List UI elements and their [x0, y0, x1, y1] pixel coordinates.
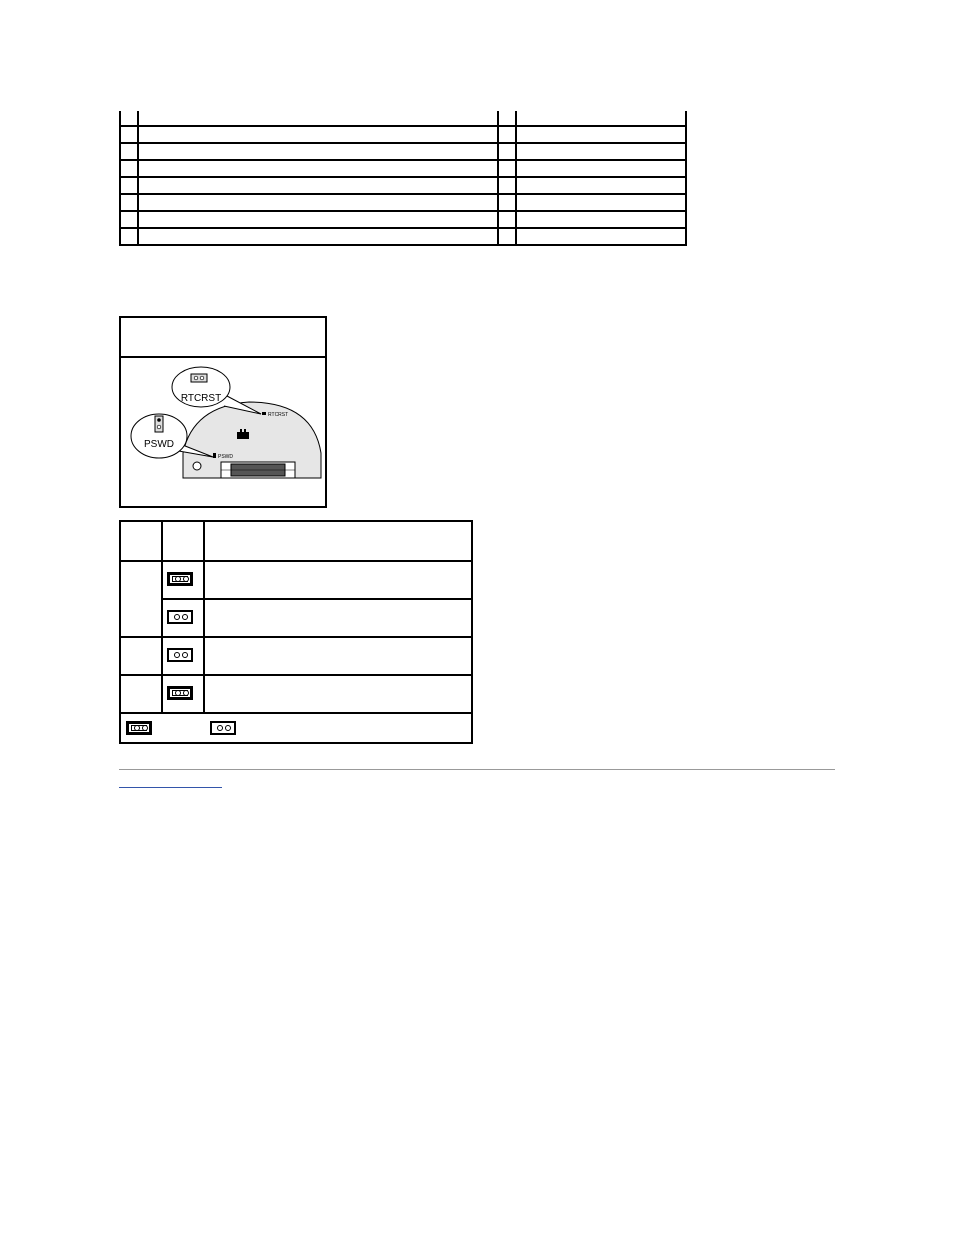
- table-row: [120, 143, 686, 160]
- legend-jumpered-icon: [126, 721, 152, 735]
- horizontal-rule: [119, 769, 835, 770]
- jumper-unjumpered-icon: [167, 610, 193, 624]
- table-row: [120, 160, 686, 177]
- diagram-image: [121, 358, 325, 506]
- jumper-settings-table: [119, 520, 473, 744]
- table-row: [120, 561, 472, 599]
- jumper-jumpered-icon: [167, 686, 193, 700]
- table-row: [120, 126, 686, 143]
- table-row: [120, 177, 686, 194]
- table-row: [120, 228, 686, 245]
- top-table: [119, 111, 687, 246]
- jumper-diagram: [119, 316, 327, 508]
- table-row: [120, 637, 472, 675]
- callout-rtcrst-label: RTCRST: [180, 393, 222, 404]
- callout-pswd-label: PSWD: [144, 439, 174, 450]
- board-label-pswd: PSWD: [218, 454, 233, 460]
- legend-unjumpered-icon: [210, 721, 236, 735]
- table-row: [120, 599, 472, 637]
- table-header-row: [120, 521, 472, 561]
- table-row: [120, 675, 472, 713]
- back-to-contents-link[interactable]: [119, 787, 222, 788]
- table-row: [120, 211, 686, 228]
- board-label-rtcrst: RTCRST: [268, 412, 289, 418]
- table-row: [120, 194, 686, 211]
- system-board-illustration: [121, 358, 325, 506]
- jumper-unjumpered-icon: [167, 648, 193, 662]
- table-row: [120, 111, 686, 126]
- legend-row: [120, 713, 472, 743]
- diagram-header: [121, 318, 325, 358]
- jumper-jumpered-icon: [167, 572, 193, 586]
